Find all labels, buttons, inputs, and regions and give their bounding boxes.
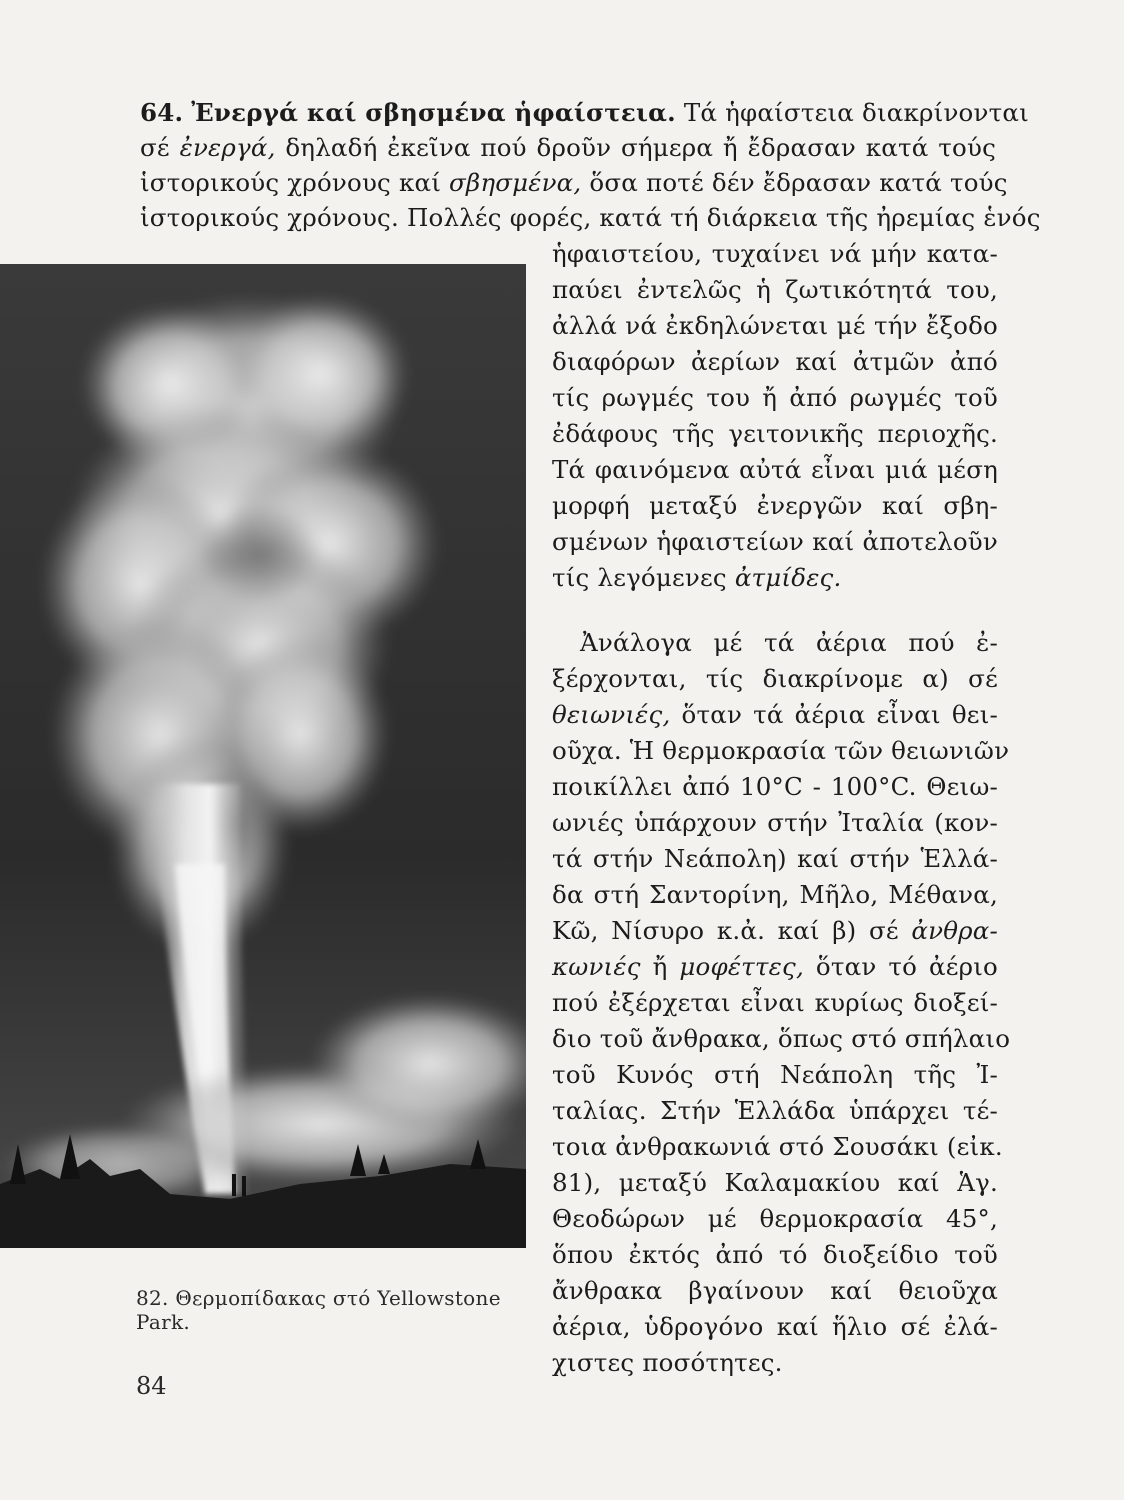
text-line: οῦχα. Ἡ θερμοκρασία τῶν θειωνιῶν <box>552 736 1010 765</box>
text-line: τά στήν Νεάπολη) καί στήν Ἑλλά- <box>552 844 998 873</box>
text-line: ξέρχονται, τίς διακρίνομε α) σέ <box>552 664 998 693</box>
text-line: τοῦ Κυνός στή Νεάπολη τῆς Ἰ- <box>552 1060 998 1089</box>
text-line: ἐδάφους τῆς γειτονικῆς περιοχῆς. <box>552 419 998 448</box>
text-line: σμένων ἡφαιστείων καί ἀποτελοῦν <box>552 527 998 556</box>
text-line-3: ἱστορικούς χρόνους καί σβησμένα, ὅσα ποτέ δέν ἔδρασαν κατά τούς <box>140 168 1008 197</box>
text-line: τίς λεγόμενες ἀτμίδες. <box>552 563 842 592</box>
text-line: ἄνθρακα βγαίνουν καί θειοῦχα <box>552 1276 998 1305</box>
text-line: ἀλλά νά ἐκδηλώνεται μέ τήν ἔξοδο <box>552 311 998 340</box>
text-line: τίς ρωγμές του ἤ ἀπό ρωγμές τοῦ <box>552 383 998 412</box>
page-number: 84 <box>136 1372 167 1400</box>
text-line: διαφόρων ἀερίων καί ἀτμῶν ἀπό <box>552 347 998 376</box>
text-line: ἡφαιστείου, τυχαίνει νά μήν κατα- <box>552 239 998 268</box>
text-line-4: ἱστορικούς χρόνους. Πολλές φορές, κατά τή διάρκεια τῆς ἠρεμίας ἑνός <box>140 203 1041 232</box>
text-line: ἀέρια, ὑδρογόνο καί ἥλιο σέ ἐλά- <box>552 1312 998 1341</box>
text-line: Τά φαινόμενα αὐτά εἶναι μιά μέση <box>552 455 998 484</box>
text-line: Ἀνάλογα μέ τά ἀέρια πού ἐ- <box>580 628 998 657</box>
text-line: ωνιές ὑπάρχουν στήν Ἰταλία (κον- <box>552 808 998 837</box>
text-line: 81), μεταξύ Καλαμακίου καί Ἁγ. <box>552 1168 998 1197</box>
text-line: δα στή Σαντορίνη, Μῆλο, Μέθανα, <box>552 880 998 909</box>
text-line-1: 64. Ἐνεργά καί σβησμένα ἡφαίστεια. Τά ἡφαίστεια διακρίνονται <box>140 98 1029 127</box>
text-line: κωνιές ἤ μοφέττες, ὅταν τό ἀέριο <box>552 952 998 981</box>
text-line: ὅπου ἐκτός ἀπό τό διοξείδιο τοῦ <box>552 1240 998 1269</box>
text-line: τοια ἀνθρακωνιά στό Σουσάκι (εἰκ. <box>552 1132 1003 1161</box>
text-line-2: σέ ἐνεργά, δηλαδή ἐκεῖνα πού δροῦν σήμερα ἤ ἔδρασαν κατά τούς <box>140 133 996 162</box>
text-line: Κῶ, Νίσυρο κ.ἀ. καί β) σέ ἀνθρα- <box>552 916 998 945</box>
text-line: παύει ἐντελῶς ἡ ζωτικότητά του, <box>552 275 998 304</box>
text-line: ταλίας. Στήν Ἑλλάδα ὑπάρχει τέ- <box>552 1096 998 1125</box>
section-heading: Ἐνεργά καί σβησμένα ἡφαίστεια. <box>191 98 676 127</box>
text-line: χιστες ποσότητες. <box>552 1348 783 1377</box>
text-line: διο τοῦ ἄνθρακα, ὅπως στό σπήλαιο <box>552 1024 1011 1053</box>
geyser-illustration <box>0 264 526 1248</box>
geyser-photograph <box>0 264 526 1248</box>
text-line: πού ἐξέρχεται εἶναι κυρίως διοξεί- <box>552 988 998 1017</box>
text-line: ποικίλλει ἀπό 10°C - 100°C. Θειω- <box>552 772 998 801</box>
section-number: 64. <box>140 98 184 127</box>
text-line: θειωνιές, ὅταν τά ἀέρια εἶναι θει- <box>552 700 998 729</box>
text-line: μορφή μεταξύ ἐνεργῶν καί σβη- <box>552 491 998 520</box>
text-line: Θεοδώρων μέ θερμοκρασία 45°, <box>552 1204 998 1233</box>
figure-caption: 82. Θερμοπίδακας στό Yellowstone Park. <box>136 1286 501 1334</box>
